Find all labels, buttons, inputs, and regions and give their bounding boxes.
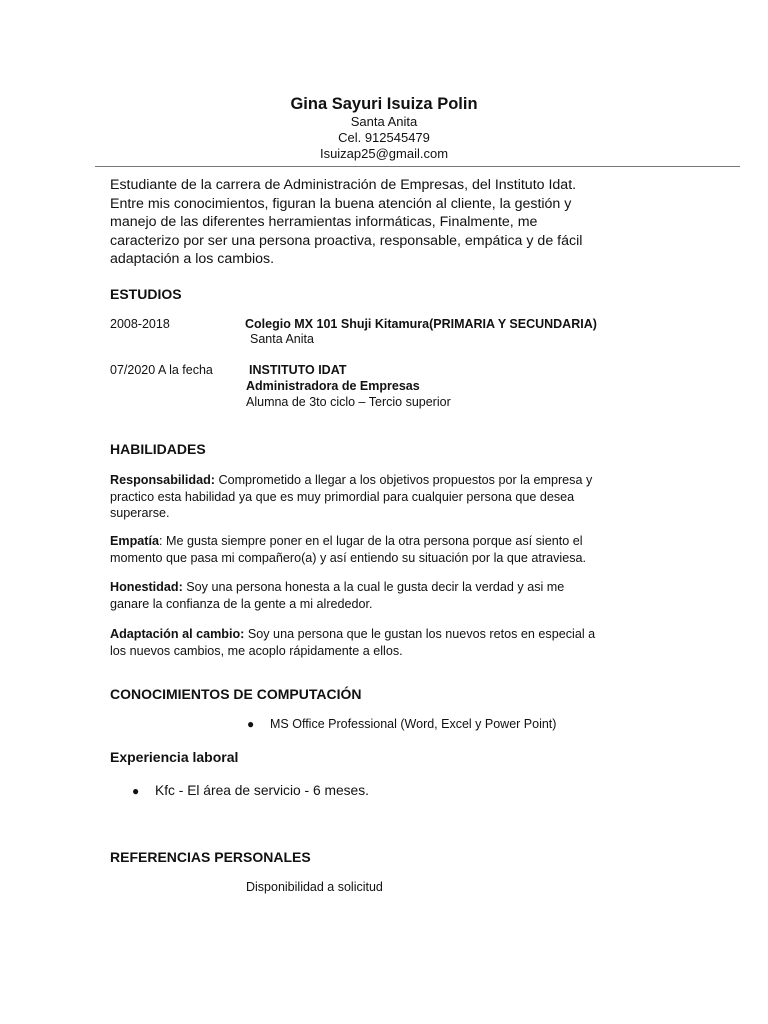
summary-line: caracterizo por ser una persona proactiva, responsable, empática y de fácil	[110, 232, 583, 249]
skills-heading: HABILIDADES	[110, 441, 206, 457]
email: Isuizap25@gmail.com	[319, 146, 449, 161]
skill-text: Soy una persona que le gustan los nuevos retos en especial a	[247, 627, 596, 641]
studies-heading: ESTUDIOS	[110, 286, 182, 302]
references-heading: REFERENCIAS PERSONALES	[110, 849, 311, 865]
skill-text: los nuevos cambios, me acoplo rápidamente a ellos.	[110, 643, 403, 658]
skill-text: practico esta habilidad ya que es muy primordial para cualquier persona que desea	[110, 489, 575, 504]
skill-text: momento que pasa mi compañero(a) y así entiendo su situación por la que atraviesa.	[110, 550, 587, 565]
references-text: Disponibilidad a solicitud	[246, 880, 383, 894]
computing-heading: CONOCIMIENTOS DE COMPUTACIÓN	[110, 686, 362, 702]
skill-text: Comprometido a llegar a los objetivos propuestos por la empresa y	[218, 473, 593, 487]
study-school: INSTITUTO IDAT	[249, 363, 347, 377]
summary-line: Estudiante de la carrera de Administración de Empresas, del Instituto Idat.	[110, 177, 577, 193]
candidate-name: Gina Sayuri Isuiza Polin	[290, 95, 478, 113]
summary-line: Entre mis conocimientos, figuran la buena atención al cliente, la gestión y	[110, 195, 572, 212]
study-school: Colegio MX 101 Shuji Kitamura(PRIMARIA Y SECUNDARIA)	[245, 317, 597, 331]
bullet-icon: ●	[132, 784, 140, 798]
study-detail: Alumna de 3to ciclo – Tercio superior	[246, 395, 451, 409]
skill-text: ganare la confianza de la gente a mi alrededor.	[110, 596, 373, 611]
skill-text: : Me gusta siempre poner en el lugar de la otra persona porque así siento el	[159, 534, 583, 548]
study-date: 2008-2018	[110, 317, 170, 331]
profile-summary	[110, 176, 630, 269]
summary-line: adaptación a los cambios.	[110, 251, 275, 267]
experience-item: Kfc - El área de servicio - 6 meses.	[155, 783, 369, 798]
skill-label: Adaptación al cambio:	[110, 627, 245, 641]
study-date: 07/2020 A la fecha	[110, 363, 213, 377]
location: Santa Anita	[350, 114, 418, 129]
skill-item	[110, 472, 658, 522]
bullet-icon: ●	[247, 717, 255, 731]
experience-heading: Experiencia laboral	[110, 749, 239, 765]
skill-text: superarse.	[110, 506, 170, 520]
study-career: Administradora de Empresas	[246, 379, 420, 393]
summary-line: manejo de las diferentes herramientas informáticas, Finalmente, me	[110, 214, 538, 230]
computing-item: MS Office Professional (Word, Excel y Power Point)	[270, 717, 557, 731]
header-divider	[95, 166, 740, 167]
skill-item	[110, 626, 658, 659]
skill-label: Empatía	[110, 534, 159, 548]
skill-text: Soy una persona honesta a la cual le gusta decir la verdad y asi me	[186, 580, 565, 594]
skill-item	[110, 579, 658, 612]
study-place: Santa Anita	[250, 332, 314, 346]
skill-label: Honestidad:	[110, 580, 183, 594]
skill-item	[110, 533, 658, 566]
skill-label: Responsabilidad:	[110, 473, 215, 487]
phone: Cel. 912545479	[338, 130, 430, 145]
